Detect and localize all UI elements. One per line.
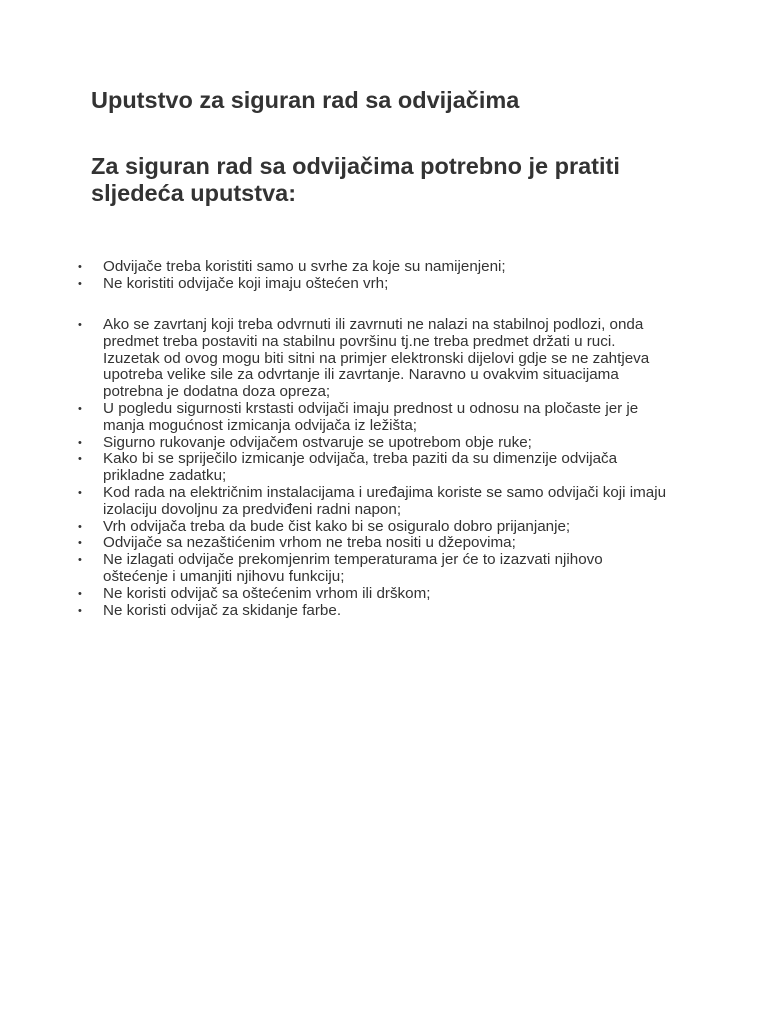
list-item-text: Ne koristi odvijač za skidanje farbe. — [103, 601, 342, 619]
list-item-text: Ne izlagati odvijače prekomjenrim temperaturama jer će to izazvati njihovo oštećenje i umanjiti njihovu funkciju; — [103, 551, 603, 585]
list-item-text: Ako se zavrtanj koji treba odvrnuti ili zavrnuti ne nalazi na stabilnoj podlozi, onda predmet treba postaviti na stabilnu površinu tj.ne treba predmet držati u ruci. Izuzetak od ovog mogu biti sitni na primjer elektronski dijelovi gdje se ne zahtjeva upotreba velike sile za odvrtanje ili zavrtanje. Naravno u ovakvim situacijama potrebna je dodatna doza opreza; — [103, 316, 650, 401]
bullet-icon: • — [78, 537, 82, 550]
list-item — [0, 586, 670, 603]
list-item-text: Odvijače sa nezaštićenim vrhom ne treba nositi u džepovima; — [103, 534, 516, 552]
bullet-icon: • — [78, 453, 82, 466]
list-item-text: Ne koristi odvijač sa oštećenim vrhom ili drškom; — [103, 584, 431, 602]
bullet-icon: • — [78, 277, 82, 290]
list-item-text: Vrh odvijača treba da bude čist kako bi se osiguralo dobro prijanjanje; — [103, 517, 571, 535]
list-item — [0, 519, 670, 536]
bullet-icon: • — [78, 486, 82, 499]
list-item — [0, 317, 670, 401]
bullet-icon: • — [78, 319, 82, 331]
list-item — [0, 603, 670, 620]
list-item — [0, 401, 670, 435]
list-item — [0, 259, 670, 276]
list-item-text: Sigurno rukovanje odvijačem ostvaruje se upotrebom obje ruke; — [103, 433, 532, 451]
list-item-text: Ne koristiti odvijače koji imaju oštećen vrh; — [103, 274, 389, 292]
bullet-icon: • — [78, 604, 82, 617]
page-title: Uputstvo za siguran rad sa odvijačima — [91, 87, 520, 113]
bullet-icon: • — [78, 402, 82, 415]
list-item-text: Kod rada na električnim instalacijama i uređajima koriste se samo odvijači koji imaju izolaciju dovoljnu za predviđeni radni napon; — [103, 483, 667, 518]
page-subtitle: Za siguran rad sa odvijačima potrebno je pratiti sljedeća uputstva: — [91, 153, 620, 206]
list-item-text: Kako bi se spriječilo izmicanje odvijača, treba paziti da su dimenzije odvijača prikladne zadatku; — [103, 450, 618, 485]
bullet-icon: • — [78, 520, 82, 533]
list-item — [0, 276, 670, 293]
list-item — [0, 535, 670, 552]
instruction-list-a — [0, 259, 670, 293]
list-item-text: U pogledu sigurnosti krstasti odvijači imaju prednost u odnosu na pločaste jer je manja mogućnost izmicanja odvijača iz ležišta; — [103, 399, 639, 434]
list-item — [0, 552, 670, 586]
list-item — [0, 435, 670, 452]
list-item — [0, 451, 670, 485]
bullet-icon: • — [78, 261, 82, 273]
bullet-icon: • — [78, 587, 82, 600]
instruction-list-b — [0, 317, 670, 619]
list-item-text: Odvijače treba koristiti samo u svrhe za koje su namijenjeni; — [103, 258, 506, 275]
list-item — [0, 485, 670, 519]
bullet-icon: • — [78, 436, 82, 449]
bullet-icon: • — [78, 554, 82, 567]
